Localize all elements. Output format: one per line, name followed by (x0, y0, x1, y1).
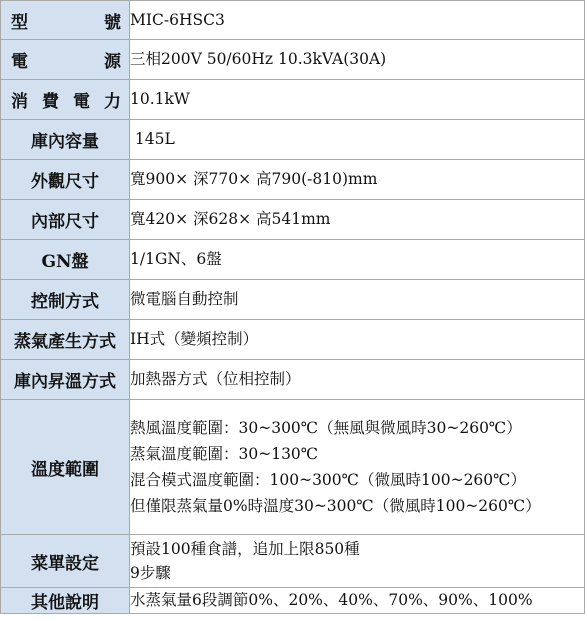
table-row (1, 40, 585, 80)
table-row (1, 80, 585, 120)
table-row (1, 1, 585, 40)
power-source-label: 電 源 (1, 40, 130, 80)
power-consumption-label: 消 費 電 力 (1, 80, 130, 120)
menu-settings-value (130, 535, 585, 588)
other-notes-value: 水蒸氣量6段調節0%、20%、40%、70%、90%、100% (130, 588, 585, 614)
table-row (1, 400, 585, 535)
menu-settings-label: 菜單設定 (1, 535, 130, 588)
menu-settings-line: 9步驟 (130, 564, 171, 582)
table-row (1, 588, 585, 614)
table-row (1, 160, 585, 200)
temperature-range-line: 混合模式溫度範圍：100~300℃（微風時100~260℃） (130, 471, 526, 489)
temperature-range-value (130, 400, 585, 535)
temperature-range-line: 蒸氣溫度範圍：30~130℃ (130, 445, 319, 463)
temperature-range-label: 溫度範圍 (1, 400, 130, 535)
menu-settings-line: 預設100種食譜，追加上限850種 (130, 540, 360, 558)
table-row (1, 200, 585, 240)
power-consumption-value: 10.1kW (130, 80, 585, 120)
capacity-label: 庫內容量 (1, 120, 130, 160)
control-method-value: 微電腦自動控制 (130, 280, 585, 320)
capacity-value: 145L (130, 120, 585, 160)
temperature-range-line: 熱風溫度範圍：30~300℃（無風與微風時30~260℃） (130, 419, 522, 437)
steam-generation-value: IH式（變頻控制） (130, 320, 585, 360)
internal-dimensions-value: 寬420× 深628× 高541mm (130, 200, 585, 240)
internal-dimensions-label: 內部尺寸 (1, 200, 130, 240)
table-row (1, 320, 585, 360)
gn-pan-label: GN盤 (1, 240, 130, 280)
table-row (1, 120, 585, 160)
power-source-value: 三相200V 50/60Hz 10.3kVA(30A) (130, 40, 585, 80)
model-value: MIC-6HSC3 (130, 1, 585, 40)
temperature-range-line: 但僅限蒸氣量0%時溫度30~300℃（微風時100~260℃） (130, 497, 541, 515)
gn-pan-value: 1/1GN、6盤 (130, 240, 585, 280)
control-method-label: 控制方式 (1, 280, 130, 320)
table-row (1, 280, 585, 320)
heating-method-value: 加熱器方式（位相控制） (130, 360, 585, 400)
table-row (1, 240, 585, 280)
model-label: 型 號 (1, 1, 130, 40)
table-row (1, 360, 585, 400)
external-dimensions-value: 寬900× 深770× 高790(-810)mm (130, 160, 585, 200)
table-row (1, 535, 585, 588)
heating-method-label: 庫內昇溫方式 (1, 360, 130, 400)
other-notes-label: 其他說明 (1, 588, 130, 614)
steam-generation-label: 蒸氣產生方式 (1, 320, 130, 360)
external-dimensions-label: 外觀尺寸 (1, 160, 130, 200)
